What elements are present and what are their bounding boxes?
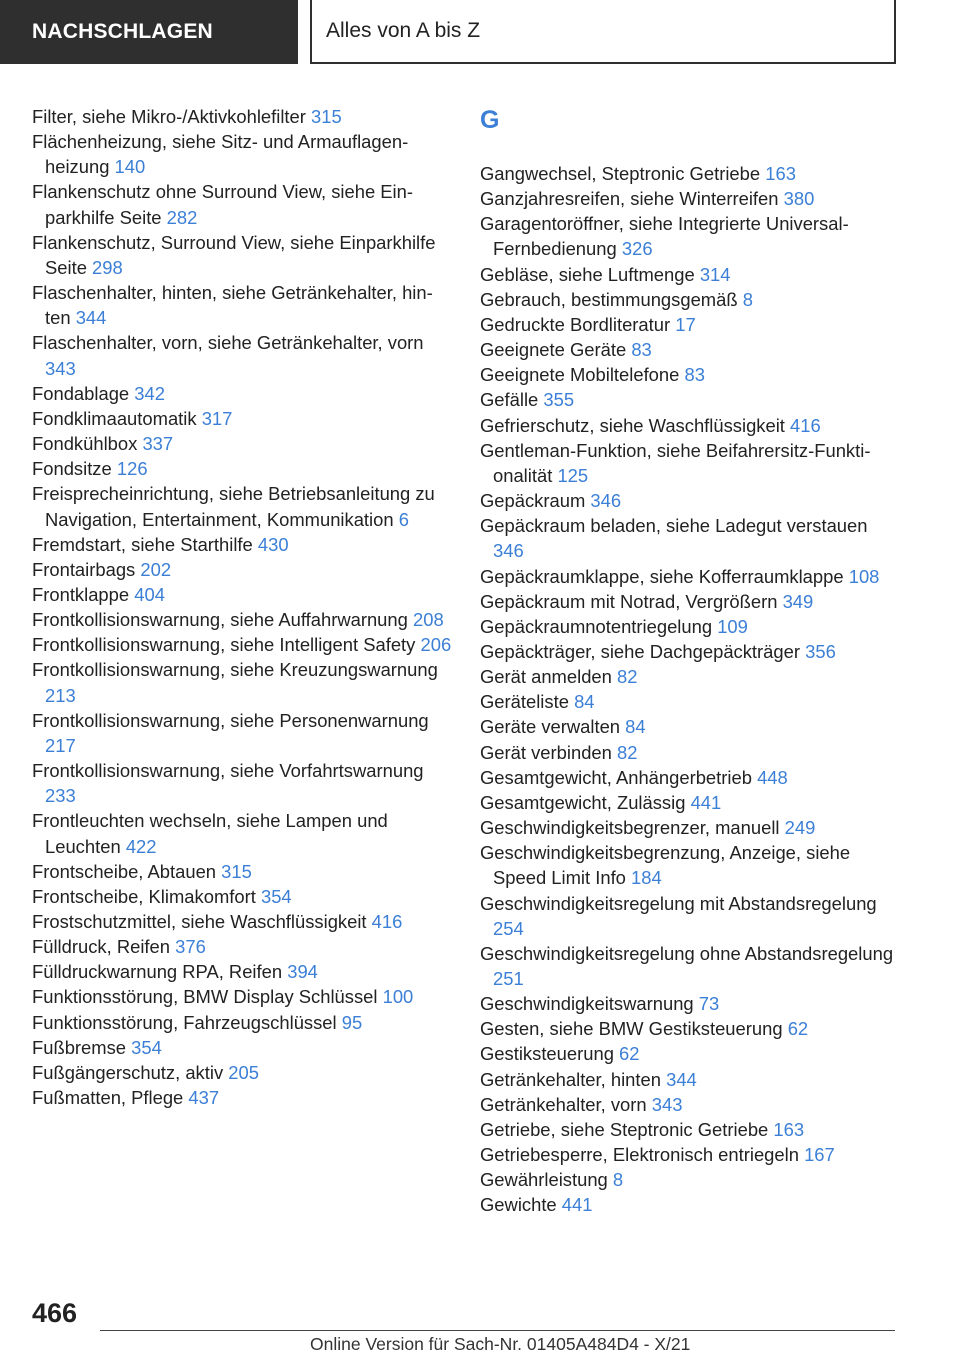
index-entry: [480, 689, 900, 714]
entry-page-link[interactable]: 254: [493, 917, 524, 939]
index-column-right: [480, 104, 900, 1218]
index-entry: [480, 1092, 900, 1117]
index-entry: [480, 815, 900, 840]
entry-term: Funktionsstörung, Fahrzeugschlüssel: [32, 1011, 337, 1033]
entry-term: Gefrierschutz, siehe Waschflüssigkeit: [480, 414, 785, 436]
entry-page-link[interactable]: 298: [92, 256, 123, 278]
index-entry: [32, 1085, 452, 1110]
entry-term: Garagentoröffner, siehe Integrierte UniversalFernbedienung: [480, 213, 849, 260]
index-entry: [480, 1117, 900, 1142]
entry-page-link[interactable]: 62: [787, 1018, 809, 1040]
entry-term: Gepäckraumnotentriegelung: [480, 615, 713, 637]
entry-term: Frontkollisionswarnung, siehe Kreuzungswarnung: [32, 659, 438, 681]
entry-term: Flaschenhalter, vorn, siehe Getränkehalter, vorn: [32, 332, 424, 354]
entry-page-link[interactable]: 249: [784, 817, 816, 839]
index-entry: [32, 632, 452, 657]
entry-term: Getränkehalter, hinten: [480, 1068, 661, 1090]
footer-text: Online Version für Sach-Nr. 01405A484D4 - X/21: [310, 1334, 691, 1354]
entry-term: Freisprecheinrichtung, siehe Betriebsanleitung zu Navigation, Entertainment, Kommunikation: [32, 483, 435, 530]
entry-page-link[interactable]: 422: [125, 835, 157, 857]
entry-page-link[interactable]: 73: [698, 993, 720, 1015]
entry-page-link[interactable]: 205: [228, 1061, 259, 1083]
index-entry: [32, 808, 452, 858]
entry-term: Gerät verbinden: [480, 741, 612, 763]
index-entry: [480, 287, 900, 312]
index-entry: [480, 413, 900, 438]
entry-term: Fußmatten, Pflege: [32, 1087, 184, 1109]
entry-page-link[interactable]: 82: [617, 741, 638, 763]
index-entries-g: [480, 161, 900, 1218]
entry-term: Filter, siehe Mikro-/Aktivkohlefilter: [32, 106, 306, 127]
index-entry: [480, 513, 900, 563]
entry-page-link[interactable]: 206: [420, 634, 452, 656]
entry-page-link[interactable]: 62: [619, 1043, 640, 1065]
entry-term: Gepäckraum: [480, 490, 586, 512]
entry-term: Geräteliste: [480, 691, 569, 713]
index-entry: [32, 481, 452, 531]
entry-term: Fülldruck, Reifen: [32, 936, 170, 958]
index-entry: [480, 211, 900, 261]
index-entry: [480, 840, 900, 890]
index-entry: [32, 607, 452, 632]
entry-page-link[interactable]: 342: [134, 382, 165, 404]
index-entry: [32, 330, 452, 380]
entry-term: Frostschutzmittel, siehe Waschflüssigkeit: [32, 911, 367, 932]
entry-page-link[interactable]: 109: [717, 615, 748, 637]
index-entry: [480, 1016, 900, 1041]
entry-page-link[interactable]: 8: [612, 1169, 624, 1191]
index-entry: [32, 909, 452, 934]
entry-term: Fülldruckwarnung RPA, Reifen: [32, 961, 283, 983]
index-entry: [480, 186, 900, 211]
entry-term: Frontairbags: [32, 558, 136, 580]
entry-page-link[interactable]: 448: [757, 766, 788, 788]
index-entry: [480, 589, 900, 614]
entry-term: Frontscheibe, Klimakomfort: [32, 885, 256, 907]
entry-page-link[interactable]: 343: [45, 357, 76, 379]
entry-term: Getriebe, siehe Steptronic Getriebe: [480, 1118, 769, 1140]
index-entry: [480, 891, 900, 941]
index-entry: [480, 941, 900, 991]
entry-page-link[interactable]: 376: [175, 936, 206, 958]
index-entry: [32, 1010, 452, 1035]
index-entry: [480, 488, 900, 513]
entry-term: Frontkollisionswarnung, siehe Vorfahrtswarnung: [32, 760, 424, 782]
index-entry: [480, 714, 900, 739]
entry-term: Gebrauch, bestimmungsgemäß: [480, 288, 738, 310]
index-entry: [480, 991, 900, 1016]
entry-term: Gesamtgewicht, Zulässig: [480, 791, 686, 813]
index-entry: [480, 740, 900, 765]
index-entry: [32, 179, 452, 229]
entry-page-link[interactable]: 282: [166, 206, 198, 228]
entry-page-link[interactable]: 346: [493, 540, 524, 562]
index-column-left: [32, 104, 452, 1110]
index-entry: [480, 161, 900, 186]
entry-term: Frontkollisionswarnung, siehe Personenwarnung: [32, 709, 429, 731]
entry-page-link[interactable]: 202: [140, 558, 172, 580]
entry-page-link[interactable]: 354: [260, 885, 292, 907]
index-entry: [32, 1060, 452, 1085]
entry-page-link[interactable]: 6: [398, 508, 409, 530]
entry-term: Geschwindigkeitsbegrenzer, manuell: [480, 817, 780, 839]
entry-term: Gewichte: [480, 1194, 557, 1216]
index-entry: [32, 582, 452, 607]
index-entry: [32, 859, 452, 884]
entry-term: Gepäckraum beladen, siehe Ladegut verstauen: [480, 515, 868, 537]
entry-page-link[interactable]: 140: [114, 156, 146, 178]
entry-term: Gesten, siehe BMW Gestiksteuerung: [480, 1018, 783, 1040]
entry-term: Fondablage: [32, 382, 130, 404]
index-entry: [32, 406, 452, 431]
entry-page-link[interactable]: 84: [625, 716, 646, 738]
index-entry: [480, 564, 900, 589]
entry-page-link[interactable]: 208: [413, 609, 444, 631]
letter-heading-g: G: [480, 106, 500, 134]
entry-term: Fußgängerschutz, aktiv: [32, 1061, 224, 1083]
entry-page-link[interactable]: 343: [651, 1093, 683, 1115]
entry-page-link[interactable]: 213: [45, 684, 76, 706]
entry-term: Geeignete Geräte: [480, 339, 627, 361]
entry-term: Geschwindigkeitswarnung: [480, 993, 694, 1015]
entry-term: Flankenschutz ohne Surround View, siehe Einparkhilfe Seite: [32, 181, 413, 228]
index-entry: [480, 1067, 900, 1092]
index-entry: [32, 934, 452, 959]
entry-term: Frontkollisionswarnung, siehe Intelligent Safety: [32, 634, 416, 656]
entry-term: Gesamtgewicht, Anhängerbetrieb: [480, 766, 752, 788]
entry-term: Geschwindigkeitsregelung mit Abstandsregelung: [480, 892, 877, 914]
entry-page-link[interactable]: 83: [684, 364, 705, 386]
index-entry: [32, 708, 452, 758]
entry-page-link[interactable]: 337: [142, 433, 174, 455]
entry-page-link[interactable]: 430: [257, 533, 289, 555]
entry-term: Frontscheibe, Abtauen: [32, 860, 217, 882]
entry-term: Gewährleistung: [480, 1169, 608, 1191]
index-entry: [32, 381, 452, 406]
index-entry: [32, 104, 452, 129]
entry-page-link[interactable]: 394: [287, 961, 318, 983]
entry-term: Flankenschutz, Surround View, siehe Einparkhilfe Seite: [32, 231, 436, 278]
entry-page-link[interactable]: 8: [742, 288, 753, 310]
entry-term: Ganzjahresreifen, siehe Winterreifen: [480, 188, 779, 210]
entry-term: Frontkollisionswarnung, siehe Auffahrwarnung: [32, 609, 408, 631]
entry-term: Fondsitze: [32, 458, 112, 480]
entry-term: Gerät anmelden: [480, 666, 612, 688]
entry-page-link[interactable]: 416: [371, 911, 403, 932]
index-entry: [480, 262, 900, 287]
entry-page-link[interactable]: 315: [311, 106, 342, 127]
entry-page-link[interactable]: 326: [621, 238, 653, 260]
index-entry: [480, 1167, 900, 1192]
entry-page-link[interactable]: 83: [631, 339, 652, 361]
index-entry: [480, 1142, 900, 1167]
entry-term: Frontklappe: [32, 583, 130, 605]
entry-page-link[interactable]: 108: [848, 565, 880, 587]
index-entry: [32, 230, 452, 280]
entry-term: Fondkühlbox: [32, 433, 138, 455]
index-entry: [480, 790, 900, 815]
index-entry: [32, 532, 452, 557]
entry-page-link[interactable]: 163: [773, 1118, 805, 1140]
index-entry: [480, 614, 900, 639]
entry-term: Gefälle: [480, 389, 539, 411]
entry-term: Gepäckraum mit Notrad, Vergrößern: [480, 590, 778, 612]
entry-page-link[interactable]: 344: [75, 307, 107, 329]
entry-page-link[interactable]: 163: [765, 163, 796, 184]
entry-term: Getriebesperre, Elektronisch entriegeln: [480, 1144, 799, 1166]
index-entry: [32, 959, 452, 984]
entry-page-link[interactable]: 126: [116, 458, 148, 480]
index-entry: [32, 557, 452, 582]
entry-page-link[interactable]: 167: [804, 1144, 835, 1166]
entry-term: Gestiksteuerung: [480, 1043, 614, 1065]
entry-page-link[interactable]: 233: [45, 785, 76, 807]
entry-term: Flächenheizung, siehe Sitz- und Armauflagenheizung: [32, 131, 409, 178]
entry-page-link[interactable]: 251: [493, 968, 524, 989]
page-number: 466: [32, 1298, 78, 1328]
index-entry: [32, 456, 452, 481]
index-entry: [480, 664, 900, 689]
entry-page-link[interactable]: 84: [574, 691, 595, 713]
entry-page-link[interactable]: 416: [790, 414, 821, 436]
entry-page-link[interactable]: 354: [131, 1036, 162, 1058]
index-entry: [480, 1192, 900, 1217]
chapter-title: Alles von A bis Z: [310, 0, 896, 64]
entry-page-link[interactable]: 346: [590, 490, 622, 512]
index-entry: [480, 362, 900, 387]
entry-page-link[interactable]: 100: [382, 986, 414, 1008]
entry-page-link[interactable]: 349: [782, 590, 814, 612]
entry-term: Frontleuchten wechseln, siehe Lampen und Leuchten: [32, 810, 388, 857]
index-entry: [32, 758, 452, 808]
index-entry: [32, 431, 452, 456]
entry-term: Fußbremse: [32, 1036, 127, 1058]
entry-term: Geeignete Mobiltelefone: [480, 364, 680, 386]
entry-term: Gedruckte Bordliteratur: [480, 313, 671, 335]
index-entry: [32, 1035, 452, 1060]
index-entry: [480, 387, 900, 412]
index-entry: [480, 639, 900, 664]
entry-term: Gebläse, siehe Luftmenge: [480, 263, 695, 285]
entry-page-link[interactable]: 82: [617, 666, 638, 688]
index-entry: [32, 129, 452, 179]
entry-page-link[interactable]: 356: [805, 640, 836, 662]
entry-term: Getränkehalter, vorn: [480, 1093, 647, 1115]
index-entry: [480, 312, 900, 337]
index-entry: [32, 884, 452, 909]
entry-page-link[interactable]: 315: [221, 860, 252, 882]
entry-term: Geräte verwalten: [480, 716, 621, 738]
index-entry: [480, 337, 900, 362]
entry-page-link[interactable]: 404: [134, 583, 165, 605]
index-entry: [480, 1041, 900, 1066]
entry-page-link[interactable]: 314: [699, 263, 731, 285]
entry-page-link[interactable]: 184: [631, 867, 662, 889]
entry-term: Fondklimaautomatik: [32, 407, 197, 429]
entry-page-link[interactable]: 17: [675, 313, 696, 335]
entry-page-link[interactable]: 217: [45, 734, 76, 756]
page-header: [0, 0, 960, 68]
entry-page-link[interactable]: 441: [561, 1194, 593, 1216]
entry-page-link[interactable]: 437: [188, 1087, 220, 1109]
footer-rule: [100, 1330, 895, 1331]
entry-term: Geschwindigkeitsregelung ohne Abstandsregelung: [480, 942, 894, 964]
index-entry: [32, 984, 452, 1009]
entry-page-link[interactable]: 441: [690, 791, 722, 813]
index-entry: [32, 280, 452, 330]
entry-page-link[interactable]: 380: [783, 188, 815, 210]
entry-page-link[interactable]: 344: [666, 1068, 697, 1090]
entry-term: Gepäckträger, siehe Dachgepäckträger: [480, 640, 800, 662]
entry-term: Gepäckraumklappe, siehe Kofferraumklappe: [480, 565, 844, 587]
index-entry: [32, 657, 452, 707]
entry-term: Gangwechsel, Steptronic Getriebe: [480, 163, 761, 184]
entry-page-link[interactable]: 95: [341, 1011, 363, 1033]
index-entry: [480, 765, 900, 790]
section-tab: NACHSCHLAGEN: [0, 0, 298, 64]
entry-page-link[interactable]: 355: [543, 389, 575, 411]
entry-term: Fremdstart, siehe Starthilfe: [32, 533, 253, 555]
entry-term: Gentleman-Funktion, siehe Beifahrersitz-Funktionalität: [480, 439, 871, 486]
entry-page-link[interactable]: 125: [557, 464, 589, 486]
entry-term: Flaschenhalter, hinten, siehe Getränkehalter, hinten: [32, 282, 433, 329]
entry-term: Funktionsstörung, BMW Display Schlüssel: [32, 986, 378, 1008]
entry-term: Geschwindigkeitsbegrenzung, Anzeige, siehe Speed Limit Info: [480, 842, 851, 889]
index-entry: [480, 438, 900, 488]
entry-page-link[interactable]: 317: [201, 407, 233, 429]
